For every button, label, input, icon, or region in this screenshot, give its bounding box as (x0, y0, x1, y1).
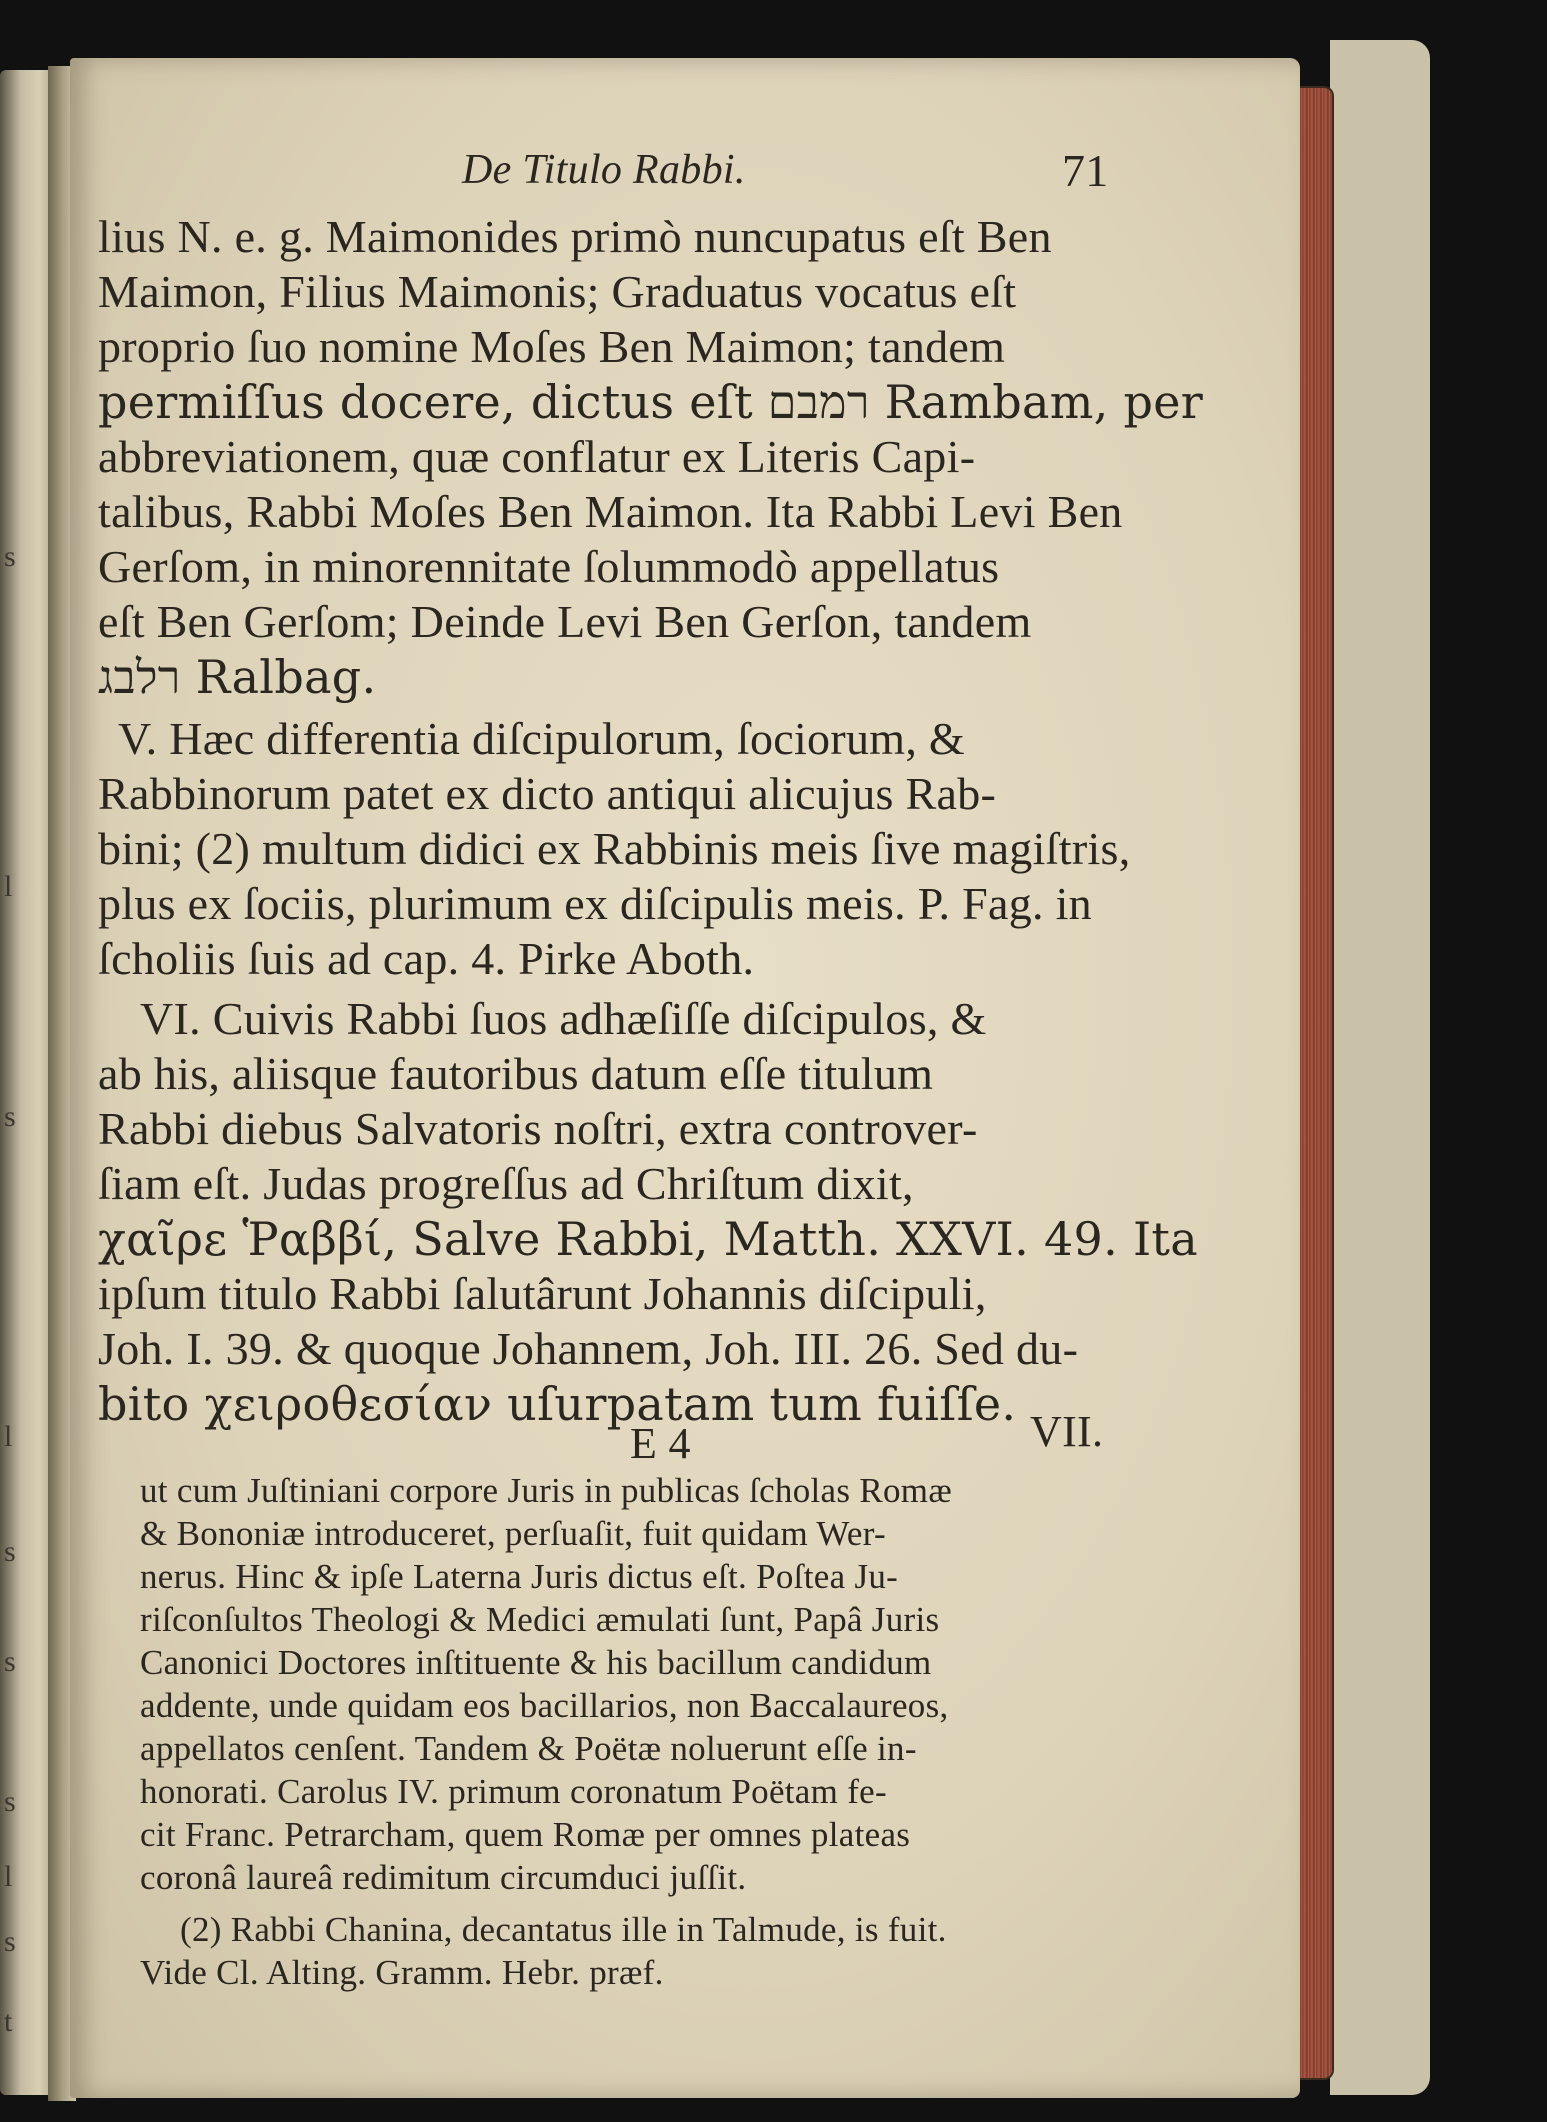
footnote-line: cit Franc. Petrarcham, quem Romæ per omnes plateas (140, 1815, 911, 1854)
body-line: plus ex ſociis, plurimum ex diſcipulis meis. P. Fag. in (98, 878, 1092, 929)
left-margin-glyph: l (4, 1420, 13, 1453)
page-number: 71 (1062, 145, 1109, 196)
body-line: Joh. I. 39. & quoque Johannem, Joh. III. 26. Sed du- (98, 1323, 1079, 1374)
footnote-line: Vide Cl. Alting. Gramm. Hebr. præf. (140, 1953, 664, 1992)
body-line: Gerſom, in minorennitate ſolummodò appellatus (98, 541, 1000, 592)
body-line: proprio ſuo nomine Moſes Ben Maimon; tandem (98, 321, 1006, 372)
left-margin-glyph: s (4, 1100, 16, 1133)
footnote-line: appellatos cenſent. Tandem & Poëtæ noluerunt eſſe in- (140, 1729, 917, 1768)
body-line: V. Hæc differentia diſcipulorum, ſociorum, & (118, 713, 966, 764)
body-line: χαῖρε Ῥαββί, Salve Rabbi, Matth. XXVI. 49. Ita (98, 1212, 1198, 1266)
body-line: lius N. e. g. Maimonides primò nuncupatus eſt Ben (98, 211, 1052, 262)
footnote-line: Canonici Doctores inſtituente & his bacillum candidum (140, 1643, 932, 1682)
book-cover-board (1330, 40, 1430, 2095)
signature-mark: E 4 (630, 1419, 691, 1468)
body-line: ſiam eſt. Judas progreſſus ad Chriſtum dixit, (98, 1158, 914, 1209)
footnote-line: honorati. Carolus IV. primum coronatum Poëtam fe- (140, 1772, 887, 1811)
running-head-title: De Titulo Rabbi. (462, 147, 746, 193)
footnote-line: addente, unde quidam eos bacillarios, non Baccalaureos, (140, 1686, 949, 1725)
left-margin-glyph: l (4, 1860, 13, 1893)
body-line: permiſſus docere, dictus eſt רמבם Rambam, per (98, 375, 1204, 429)
footnote-line: coronâ laureâ redimitum circumduci juſſit. (140, 1858, 747, 1897)
body-line: bito χειροθεσίαν uſurpatam tum fuiſſe. (98, 1377, 1017, 1431)
body-line: ipſum titulo Rabbi ſalutârunt Johannis diſcipuli, (98, 1268, 987, 1319)
book-page (70, 58, 1300, 2098)
footnote-line: nerus. Hinc & ipſe Laterna Juris dictus eſt. Poſtea Ju- (140, 1557, 899, 1596)
left-margin-glyph: s (4, 1785, 16, 1818)
footnote-line: riſconſultos Theologi & Medici æmulati ſunt, Papâ Juris (140, 1600, 940, 1639)
body-line: bini; (2) multum didici ex Rabbinis meis ſive magiſtris, (98, 823, 1131, 874)
left-margin-glyph: s (4, 540, 16, 573)
body-line: רלבג Ralbag. (98, 650, 377, 704)
catchword: VII. (1030, 1407, 1104, 1456)
left-margin-glyph: l (4, 870, 13, 903)
footnote-line: ut cum Juſtiniani corpore Juris in publicas ſcholas Romæ (140, 1471, 952, 1510)
body-line: talibus, Rabbi Moſes Ben Maimon. Ita Rabbi Levi Ben (98, 486, 1123, 537)
footnote-line: (2) Rabbi Chanina, decantatus ille in Talmude, is fuit. (180, 1910, 947, 1949)
body-line: abbreviationem, quæ conflatur ex Literis Capi- (98, 431, 976, 482)
left-margin-glyph: s (4, 1925, 16, 1958)
body-line: Rabbi diebus Salvatoris noſtri, extra controver- (98, 1103, 978, 1154)
left-margin-glyph: s (4, 1645, 16, 1678)
body-line: ab his, aliisque fautoribus datum eſſe titulum (98, 1048, 934, 1099)
body-line: eſt Ben Gerſom; Deinde Levi Ben Gerſon, tandem (98, 596, 1032, 647)
footnote-line: & Bononiæ introduceret, perſuaſit, fuit quidam Wer- (140, 1514, 886, 1553)
left-margin-glyph: s (4, 1535, 16, 1568)
body-line: Rabbinorum patet ex dicto antiqui alicujus Rab- (98, 768, 997, 819)
body-line: ſcholiis ſuis ad cap. 4. Pirke Aboth. (98, 933, 755, 984)
body-line: VI. Cuivis Rabbi ſuos adhæſiſſe diſcipulos, & (140, 993, 987, 1044)
body-line: Maimon, Filius Maimonis; Graduatus vocatus eſt (98, 266, 1017, 317)
left-margin-glyph: t (4, 2005, 13, 2038)
